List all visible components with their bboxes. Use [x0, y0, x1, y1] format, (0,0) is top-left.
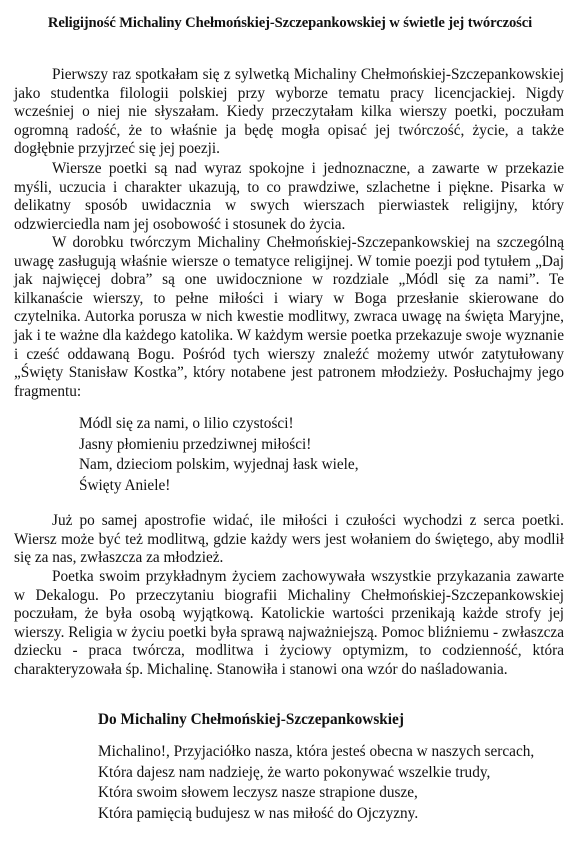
document-title: Religijność Michaliny Chełmońskiej-Szczepankowskiej w świetle jej twórczości	[47, 15, 533, 31]
poem-line: Nam, dzieciom polskim, wyjednaj łask wiele,	[79, 456, 359, 473]
paragraph-intro: Pierwszy raz spotkałam się z sylwetką Michaliny Chełmońskiej-Szczepankowskiej jako studentka filologii polskiej przy wyborze tematu pracy licencjackiej. Nigdy wcześniej o niej nie słyszałam. Kiedy przeczytałam kilka wierszy poetki, poczułam ogromną radość, że to właśnie ja będę mogła opisać jej twórczość, życie, a także dogłębnie przyjrzeć się jej poezji.	[14, 66, 564, 158]
poem-line: Michalino!, Przyjaciółko nasza, która jesteś obecna w naszych sercach,	[98, 743, 535, 760]
paragraph-life-example: Poetka swoim przykładnym życiem zachowywała wszystkie przykazania zawarte w Dekalogu. Po przeczytaniu biografii Michaliny Chełmońskiej-Szczepankowskiej poczułam, że była osobą wyjątkową. Katolickie wartości przenikają każde strofy jej wierszy. Religia w życiu poetki była sprawą najważniejszą. Pomoc bliźniemu - zwłaszcza dziecku - praca twórcza, modlitwa i życiowy optymizm, to codzienność, która charakteryzowała śp. Michalinę. Stanowiła i stanowi ona wzór do naśladowania.	[14, 568, 564, 678]
poem-line: Módl się za nami, o lilio czystości!	[79, 415, 294, 432]
poem-line: Jasny płomieniu przedziwnej miłości!	[79, 435, 312, 453]
poem-line: Która dajesz nam nadzieję, że warto pokonywać wszelkie trudy,	[98, 763, 491, 781]
poem-line: Święty Aniele!	[79, 476, 171, 494]
paragraph-religious-works: W dorobku twórczym Michaliny Chełmońskiej-Szczepankowskiej na szczególną uwagę zasługują właśnie wiersze o tematyce religijnej. W tomie poezji pod tytułem „Daj jak najwięcej dobra” są one uwidocznione w rozdziale „Módl się za nami”. Te kilkanaście wierszy, to pełne miłości i wiary w Boga przesłanie skierowane do czytelnika. Autorka porusza w nich kwestie modlitwy, zwraca uwagę na święta Maryjne, jak i te ważne dla każdego katolika. W każdym wersie poetka przekazuje swoje wyznanie i cześć oddawaną Bogu. Pośród tych wierszy znaleźć możemy utwór zatytułowany „Święty Stanisław Kostka”, który notabene jest patronem młodzieży. Posłuchajmy jego fragmentu:	[14, 234, 564, 400]
paragraph-apostrophe: Już po samej apostrofie widać, ile miłości i czułości wychodzi z serca poetki. Wiersz może być też modlitwą, gdzie każdy wers jest wołaniem do świętego, aby modlił się za nas, zwłaszcza za młodzież.	[14, 512, 564, 567]
dedication-poem	[98, 742, 568, 824]
paragraph-poetry-character: Wiersze poetki są nad wyraz spokojne i jednoznaczne, a zawarte w przekazie myśli, uczucia i charakter ukazują, to co prawdziwe, szlachetne i piękne. Pisarka w delikatny sposób uwidacznia w swych wierszach pierwiastek religijny, który odzwierciedla nam jej osobowość i stosunek do życia.	[14, 160, 564, 233]
poem-line: Która swoim słowem leczysz nasze strapione dusze,	[98, 784, 418, 802]
poem-line: Która pamięcią budujesz w nas miłość do Ojczyzny.	[98, 804, 419, 822]
dedication-title: Do Michaliny Chełmońskiej-Szczepankowskiej	[98, 711, 404, 728]
poem-fragment	[79, 414, 549, 496]
